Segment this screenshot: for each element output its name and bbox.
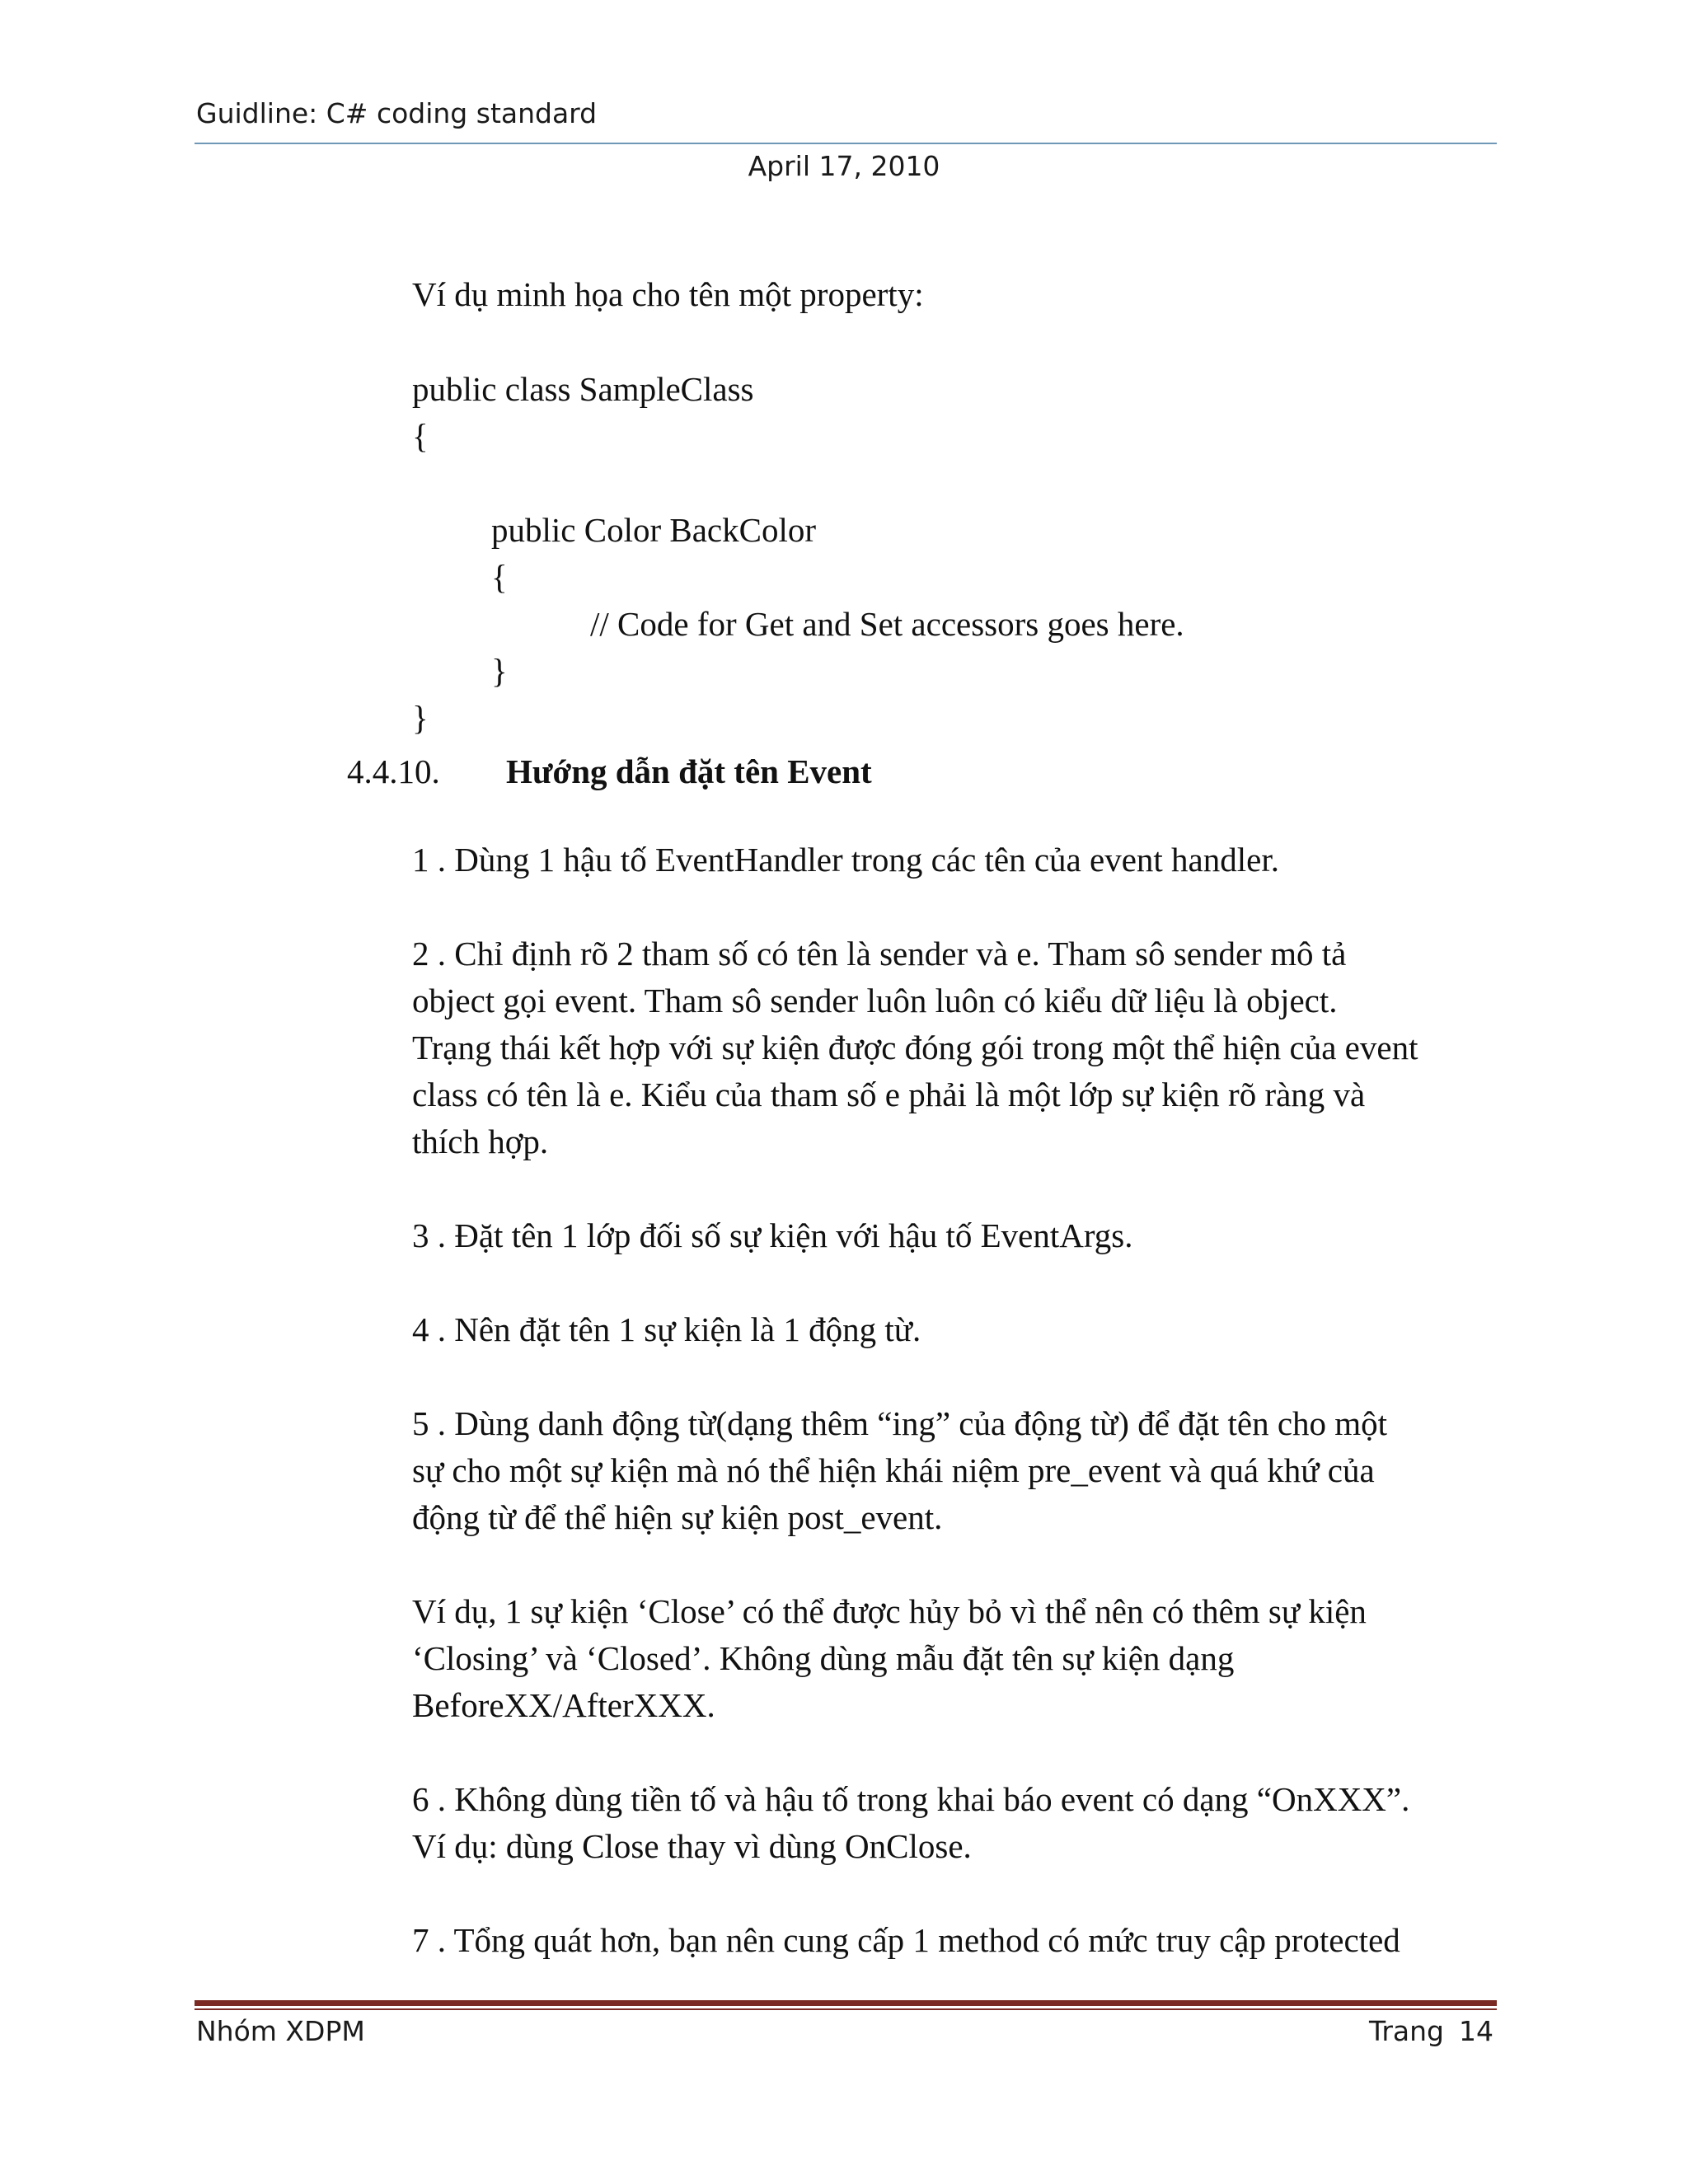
- example-line: Ví dụ, 1 sự kiện ‘Close’ có thể được hủy bỏ vì thể nên có thêm sự kiện: [412, 1592, 1367, 1630]
- rule-2-line: object gọi event. Tham sô sender luôn luôn có kiểu dữ liệu là object.: [412, 982, 1338, 1019]
- example-line: BeforeXX/AfterXXX.: [412, 1686, 715, 1724]
- footer-group-name: Nhóm XDPM: [196, 2015, 365, 2047]
- code-line: public Color BackColor: [491, 511, 817, 549]
- rule-5-line: động từ để thể hiện sự kiện post_event.: [412, 1498, 943, 1536]
- code-line: // Code for Get and Set accessors goes here.: [590, 605, 1184, 643]
- section-heading: Hướng dẫn đặt tên Event: [506, 752, 872, 790]
- rule-4: 4 . Nên đặt tên 1 sự kiện là 1 động từ.: [412, 1310, 921, 1348]
- section-number: 4.4.10.: [347, 752, 440, 790]
- document-date: April 17, 2010: [748, 150, 940, 182]
- code-line: {: [491, 558, 508, 596]
- code-line: }: [412, 699, 429, 737]
- rule-2-line: class có tên là e. Kiểu của tham số e phải là một lớp sự kiện rõ ràng và: [412, 1076, 1366, 1113]
- code-line: {: [412, 417, 429, 455]
- rule-5-line: 5 . Dùng danh động từ(dạng thêm “ing” của động từ) để đặt tên cho một: [412, 1404, 1388, 1442]
- code-line: }: [491, 652, 508, 690]
- page-number-value: 14: [1459, 2015, 1493, 2047]
- footer-divider: [195, 2000, 1497, 2006]
- rule-3: 3 . Đặt tên 1 lớp đối số sự kiện với hậu tố EventArgs.: [412, 1216, 1133, 1254]
- rule-6-line: Ví dụ: dùng Close thay vì dùng OnClose.: [412, 1827, 972, 1865]
- intro-text: Ví dụ minh họa cho tên một property:: [412, 275, 924, 313]
- rule-6-line: 6 . Không dùng tiền tố và hậu tố trong khai báo event có dạng “OnXXX”.: [412, 1780, 1410, 1818]
- rule-1: 1 . Dùng 1 hậu tố EventHandler trong các tên của event handler.: [412, 841, 1279, 879]
- page-label: Trang: [1369, 2015, 1444, 2047]
- rule-5-line: sự cho một sự kiện mà nó thể hiện khái niệm pre_event và quá khứ của: [412, 1451, 1375, 1489]
- example-line: ‘Closing’ và ‘Closed’. Không dùng mẫu đặt tên sự kiện dạng: [412, 1639, 1235, 1677]
- header-divider: [195, 143, 1497, 144]
- rule-2-line: 2 . Chỉ định rõ 2 tham số có tên là sender và e. Tham sô sender mô tả: [412, 935, 1347, 972]
- rule-2-line: thích hợp.: [412, 1122, 549, 1160]
- footer-divider: [195, 2008, 1497, 2010]
- document-title: Guidline: C# coding standard: [196, 97, 598, 129]
- rule-2-line: Trạng thái kết hợp với sự kiện được đóng gói trong một thể hiện của event: [412, 1029, 1418, 1066]
- page-number: [1369, 2015, 1493, 2047]
- code-line: public class SampleClass: [412, 370, 754, 408]
- rule-7-line: 7 . Tổng quát hơn, bạn nên cung cấp 1 method có mức truy cập protected: [412, 1921, 1400, 1959]
